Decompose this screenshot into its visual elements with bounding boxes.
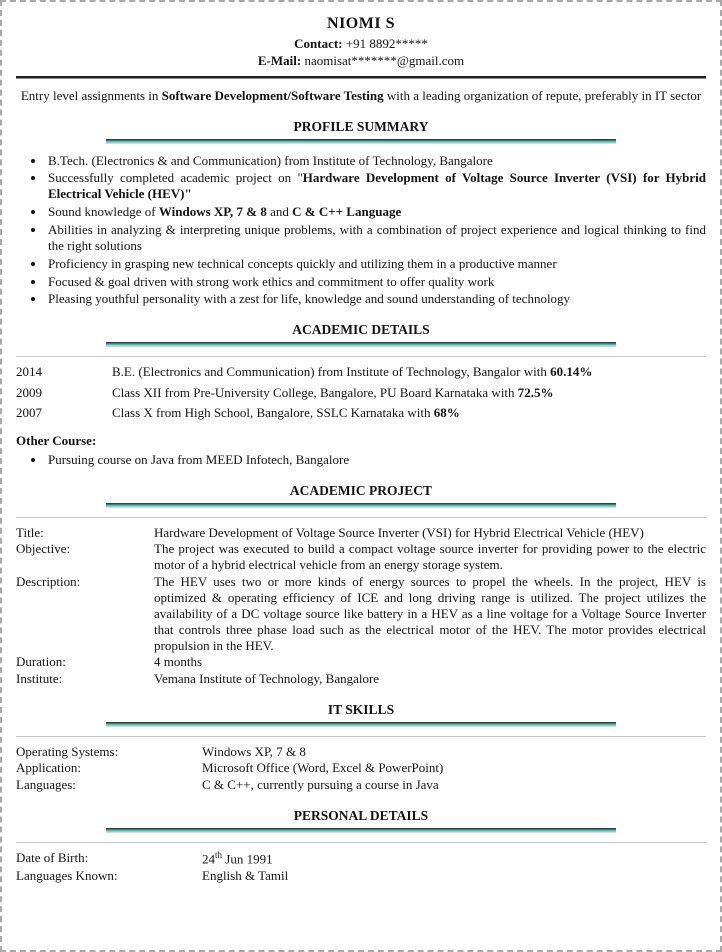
project-row [16,525,706,541]
section-divider [106,139,617,144]
other-course-label: Other Course: [16,433,97,449]
personal-label: Languages Known: [16,867,118,883]
section-title-personal-details: PERSONAL DETAILS [293,808,429,824]
section-divider [106,342,617,347]
other-course-list [46,452,706,468]
project-label: Title: [16,524,44,540]
skill-row [16,777,706,793]
project-row [16,654,706,670]
email-line [16,53,706,69]
list-item: • Abilities in analyzing & interpreting unique problems, with a combination of project experience and logical thinking to find the right solutions [46,222,706,254]
section-title-academic-project: ACADEMIC PROJECT [289,483,433,499]
project-label: Duration: [16,654,66,670]
section-title-profile-summary: PROFILE SUMMARY [293,119,429,135]
project-row [16,574,706,653]
profile-summary-list [46,153,706,308]
personal-label: Date of Birth: [16,849,89,865]
project-row [16,671,706,687]
academic-detail: Class X from High School, Bangalore, SSLC Karnataka with 68% [112,405,460,421]
skill-label: Application: [16,760,81,776]
email-value: naomisat*******@gmail.com [304,53,465,69]
contact-value: +91 8892***** [345,35,428,51]
list-item: • Proficiency in grasping new technical concepts quickly and utilizing them in a productive manner [46,256,706,272]
career-objective: Entry level assignments in Software Development/Software Testing with a leading organization of repute, preferably in IT sector [20,88,702,104]
resume-header [16,14,706,69]
separator-line [16,736,706,737]
skill-value: Microsoft Office (Word, Excel & PowerPoint) [202,760,444,776]
academic-year: 2014 [16,363,42,379]
personal-row [16,868,706,884]
academic-row [16,385,706,401]
skill-row [16,744,706,760]
project-value: The HEV uses two or more kinds of energy sources to propel the wheels. In the project, HEV is optimized & operating efficiency of ICE and long driving range is utilized. The project utilizes the availability of a DC voltage source like battery in a HEV as a line voltage for a Voltage Source Inverter that controls three phase load such as the electrical motor of the HEV. The motor provides electrical propulsion in the HEV. [154,574,706,653]
skill-row [16,760,706,776]
project-label: Objective: [16,541,71,557]
academic-detail: B.E. (Electronics and Communication) from Institute of Technology, Bangalor with 60.14% [112,363,593,379]
project-value: 4 months [154,654,203,670]
academic-row [16,405,706,421]
list-item: • B.Tech. (Electronics & and Communication) from Institute of Technology, Bangalore [46,153,706,169]
project-row [16,541,706,573]
academic-detail: Class XII from Pre-University College, Bangalore, PU Board Karnataka with 72.5% [112,384,554,400]
skill-value: Windows XP, 7 & 8 [202,743,306,759]
section-divider [106,722,617,727]
project-value: Vemana Institute of Technology, Bangalore [154,671,380,687]
list-item: • Successfully completed academic project on "Hardware Development of Voltage Source Inverter (VSI) for Hybrid Electrical Vehicle (HEV)" [46,170,706,202]
project-value: Hardware Development of Voltage Source Inverter (VSI) for Hybrid Electrical Vehicle (HEV) [154,524,644,540]
section-title-it-skills: IT SKILLS [327,702,395,718]
academic-year: 2007 [16,405,42,421]
header-rule [16,76,706,79]
separator-line [16,356,706,357]
project-value: The project was executed to build a compact voltage source inverter for providing power to the electric motor of a hybrid electrical vehicle from an energy storage system. [154,541,706,573]
personal-row [16,850,706,867]
skill-label: Languages: [16,777,76,793]
separator-line [16,842,706,843]
separator-line [16,517,706,518]
academic-row [16,364,706,380]
section-divider [106,503,617,508]
candidate-name: NIOMI S [327,15,395,32]
project-label: Institute: [16,671,63,687]
list-item: • Sound knowledge of Windows XP, 7 & 8 and C & C++ Language [46,204,706,220]
contact-label: Contact: [294,35,343,51]
contact-line [16,36,706,52]
skill-label: Operating Systems: [16,743,119,759]
skill-value: C & C++, currently pursuing a course in Java [202,777,439,793]
section-title-academic-details: ACADEMIC DETAILS [292,322,430,338]
list-item: • Pleasing youthful personality with a zest for life, knowledge and sound understanding of technology [46,291,706,307]
section-divider [106,828,617,833]
list-item: • Focused & goal driven with strong work ethics and commitment to offer quality work [46,274,706,290]
personal-value: 24th Jun 1991 [202,849,273,866]
project-label: Description: [16,574,81,590]
list-item: • Pursuing course on Java from MEED Infotech, Bangalore [46,452,706,468]
personal-value: English & Tamil [202,867,289,883]
email-label: E-Mail: [257,53,302,69]
academic-year: 2009 [16,384,42,400]
